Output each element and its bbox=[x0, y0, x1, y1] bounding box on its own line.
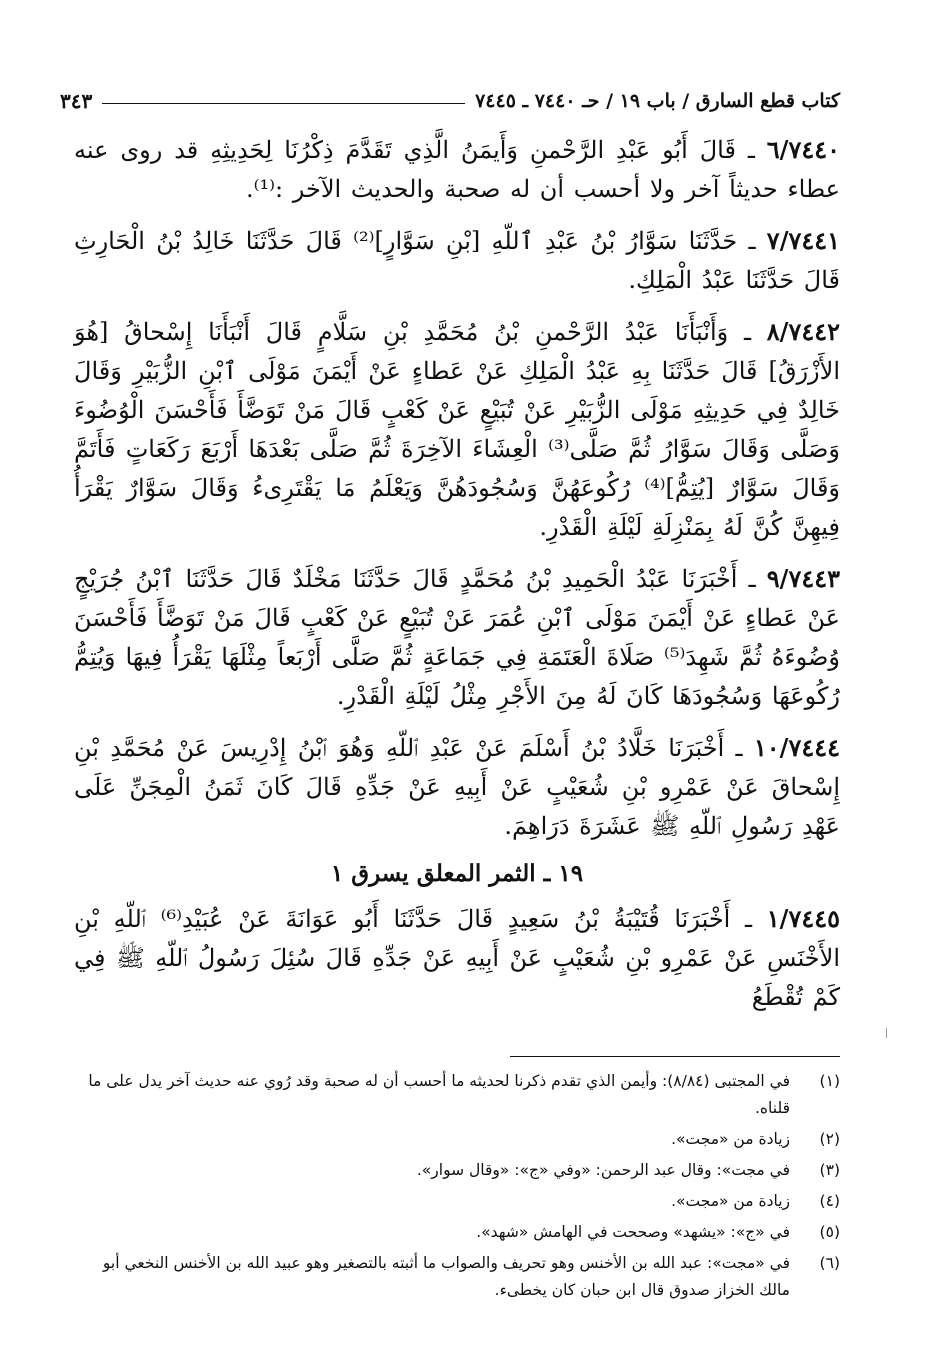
page-number: ٣٤٣ bbox=[60, 89, 93, 113]
hadith-paragraph bbox=[74, 728, 840, 846]
running-header bbox=[60, 86, 840, 116]
hadith-number: ٩/٧٤٤٣ bbox=[766, 564, 840, 593]
footnote-number: (١) bbox=[819, 1072, 840, 1090]
footnote-text: زيادة من «مجت». bbox=[671, 1130, 790, 1148]
footnote bbox=[80, 1188, 840, 1215]
hadith-number: ٧/٧٤٤١ bbox=[766, 226, 841, 255]
hadith-text: ـ وَأَنْبَأَنَا عَبْدُ الرَّحْمنِ بْنُ مُحَمَّدِ بْنِ سَلَّامٍ قَالَ أَنْبَأَنَا إِسْحاقُ [هُوَ الأَزْرَقُ] قَالَ حَدَّثَنَا بِهِ عَبْدُ الْمَلِكِ عَنْ عَطاءٍ عَنْ أَيْمَنَ مَوْلَى ٱبْنِ الزُّبَيْرِ وَقَالَ خَالِدٌ فِي حَدِيثِهِ مَوْلَى الزُّبَيْرِ عَنْ تُبَيْعٍ عَنْ كَعْبٍ قَالَ مَنْ تَوَضَّأَ فَأَحْسَنَ الْوُضُوءَ وَصَلَّى وَقَالَ سَوَّارُ ثُمَّ صَلَّى⁽³⁾ الْعِشَاءَ الآخِرَةَ ثُمَّ صَلَّى بَعْدَهَا أَرْبَعَ رَكَعَاتٍ فَأَتَمَّ وَقَالَ سَوَّارٌ [يُتِمُّ]⁽⁴⁾ رُكُوعَهُنَّ وَسُجُودَهُنَّ وَيَعْلَمُ مَا يَقْتَرِىءُ وَقَالَ سَوَّارٌ يَقْرَأُ فِيهِنَّ كُنَّ لَهُ بِمَنْزِلَةِ لَيْلَةِ الْقَدْرِ. bbox=[74, 318, 841, 541]
footnote-number: (٦) bbox=[819, 1254, 840, 1272]
hadith-number: ١٠/٧٤٤٤ bbox=[753, 733, 840, 762]
footnote bbox=[80, 1219, 840, 1246]
hadith-paragraph bbox=[74, 130, 840, 209]
header-rule bbox=[102, 103, 465, 104]
hadith-number: ٨/٧٤٤٢ bbox=[766, 317, 840, 346]
hadith-text: ـ أَخْبَرَنَا خَلَّادُ بْنُ أَسْلَمَ عَنْ عَبْدِ ٱللّهِ وَهُوَ ٱبْنُ إِدْرِيسَ عَنْ مُحَمَّدِ بْنِ إِسْحاقَ عَنْ عَمْرِو بْنِ شُعَيْبٍ عَنْ أَبِيهِ عَنْ جَدِّهِ قَالَ كَانَ ثَمَنُ الْمِجَنِّ عَلَى عَهْدِ رَسُولِ ٱللّهِ ﷺ عَشَرَةَ دَرَاهِمَ. bbox=[74, 734, 840, 840]
footnote bbox=[80, 1157, 840, 1184]
hadith-text: ـ حَدَّثَنَا سَوَّارُ بْنُ عَبْدِ ٱللّهِ [بْنِ سَوَّارٍ]⁽²⁾ قَالَ حَدَّثَنَا خَالِدُ بْنُ الْحَارِثِ قَالَ حَدَّثَنَا عَبْدُ الْمَلِكِ. bbox=[74, 227, 840, 294]
footnote-number: (٣) bbox=[819, 1161, 840, 1179]
footnote-text: في «ج»: «يشهد» وصححت في الهامش «شهد». bbox=[476, 1223, 790, 1241]
footnote-number: (٥) bbox=[819, 1223, 840, 1241]
hadith-paragraph bbox=[74, 312, 840, 547]
footnote-text: زيادة من «مجت». bbox=[671, 1192, 790, 1210]
hadith-text: ـ أَخْبَرَنَا قُتَيْبَةُ بْنُ سَعِيدٍ قَالَ حَدَّثَنَا أَبُو عَوَانَةَ عَنْ عُبَيْدِ⁽⁶⁾ ٱللّهِ بْنِ الأَخْنَسِ عَنْ عَمْرِو بْنِ شُعَيْبٍ عَنْ أَبِيهِ عَنْ جَدِّهِ قَالَ سُئِلَ رَسُولُ ٱللّهِ ﷺ فِي كَمْ تُقْطَعُ bbox=[74, 905, 840, 1011]
footnote-text: في «مجت»: عبد الله بن الأخنس وهو تحريف والصواب ما أثبته بالتصغير وهو عبيد الله بن الأخنس النخعي أبو مالك الخزاز صدوق قال ابن حبان كان يخطىء. bbox=[102, 1254, 790, 1299]
footnote bbox=[80, 1250, 840, 1304]
hadith-number: ٦/٧٤٤٠ bbox=[766, 135, 840, 164]
footnote-separator bbox=[510, 1056, 840, 1057]
margin-mark bbox=[886, 1028, 888, 1038]
hadith-paragraph bbox=[74, 899, 840, 1017]
section-heading: ١٩ ـ الثمر المعلق يسرق ١ bbox=[330, 860, 584, 887]
footnote-text: في مجت»: وقال عبد الرحمن: «وفي «ج»: «وقال سوار». bbox=[416, 1161, 790, 1179]
hadith-text: ـ أَخْبَرَنَا عَبْدُ الْحَمِيدِ بْنُ مُحَمَّدٍ قَالَ حَدَّثَنَا مَخْلَدٌ قَالَ حَدَّثَنَا ٱبْنُ جُرَيْجٍ عَنْ عَطاءٍ عَنْ أَيْمَنَ مَوْلَى ٱبْنِ عُمَرَ عَنْ تُبَيْعٍ عَنْ كَعْبٍ قَالَ مَنْ تَوَضَّأَ فَأَحْسَنَ وُضُوءَهُ ثُمَّ شَهِدَ⁽⁵⁾ صَلَاةَ الْعَتَمَةِ فِي جَمَاعَةٍ ثُمَّ صَلَّى أَرْبَعاً مِثْلَهَا يَقْرَأُ فِيهَا وَيُتِمُّ رُكُوعَهَا وَسُجُودَهَا كَانَ لَهُ مِنَ الأَجْرِ مِثْلُ لَيْلَةِ الْقَدْرِ. bbox=[74, 565, 840, 710]
main-text bbox=[74, 130, 840, 1029]
footnote bbox=[80, 1126, 840, 1153]
hadith-number: ١/٧٤٤٥ bbox=[766, 904, 840, 933]
header-title: كتاب قطع السارق / باب ١٩ / حـ ٧٤٤٠ ـ ٧٤٤٥ bbox=[475, 90, 840, 112]
hadith-text: ـ قَالَ أَبُو عَبْدِ الرَّحْمنِ وَأَيمَنُ الَّذِي تَقَدَّمَ ذِكْرُنَا لِحَدِيثِهِ قد روى عنه عطاء حديثاً آخر ولا أحسب أن له صحبة والحديث الآخر :⁽¹⁾. bbox=[74, 136, 840, 203]
footnote bbox=[80, 1068, 840, 1122]
footnote-number: (٢) bbox=[819, 1130, 840, 1148]
hadith-paragraph bbox=[74, 221, 840, 300]
footnotes bbox=[80, 1068, 840, 1308]
footnote-number: (٤) bbox=[819, 1192, 840, 1210]
hadith-paragraph bbox=[74, 559, 840, 716]
footnote-text: في المجتبى (٨/٨٤): وأيمن الذي تقدم ذكرنا لحديثه ما أحسب أن له صحبة وقد رُوي عنه حديث آخر يدل على ما قلناه. bbox=[88, 1072, 790, 1117]
